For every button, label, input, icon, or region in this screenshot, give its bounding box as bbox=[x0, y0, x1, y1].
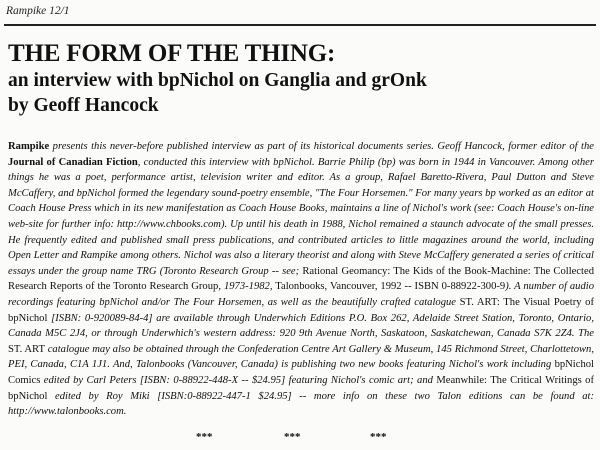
paragraph-segment: ST. ART bbox=[8, 343, 45, 355]
paragraph-segment: ST. ART: The Visual Poetry of bpNichol bbox=[8, 296, 594, 324]
article-title: THE FORM OF THE THING: bbox=[8, 40, 336, 67]
paragraph-segment: , conducted this interview with bpNichol. Barrie Philip (bp) was born in 1944 in Vancouver. Among other things he was a poet, performance artist, television writer and editor. As a group, Rafael Baretto-Rivera, Paul Dutton and Steve McCaffery, and bpNichol formed the legendary sound-poetry ensemble, "The Four Horsemen." For many years bp worked as an editor at Coach House Press which in its new manifestation as Coach House Books, maintains a line of Nichol's work (see: Coach House's on-line web-site for further info: http://www.chbooks.com). Up until his death in 1988, Nichol remained a staunch advocate of the small presses. He frequently edited and published small press publications, and contributed articles to little magazines around the world, including Open Letter and Rampike among others. Nichol was also a literary theorist and along with Steve McCaffery generated a series of critical essays under the group name TRG (Toronto Research Group -- see; bbox=[8, 156, 594, 277]
intro-paragraph bbox=[8, 139, 594, 420]
paragraph-segment: Talonbooks, Vancouver, 1992 -- ISBN 0-88922-300-9 bbox=[272, 281, 506, 293]
paragraph-segment: presents this never-before published interview as part of its historical documents series. Geoff Hancock, former editor of the bbox=[49, 141, 594, 152]
running-head: Rampike 12/1 bbox=[6, 5, 70, 17]
paragraph-segment: Meanwhile: The Critical Writings of bpNichol bbox=[8, 374, 595, 402]
paragraph-segment: 1973-1982, bbox=[223, 281, 273, 293]
paragraph-segment: bpNichol Comics bbox=[8, 359, 594, 386]
section-break-mark: *** bbox=[196, 431, 213, 443]
paragraph-segment: Rampike bbox=[8, 141, 50, 152]
paragraph-segment: Journal of Canadian Fiction bbox=[8, 156, 138, 168]
article-subtitle: an interview with bpNichol on Ganglia and grOnk bbox=[8, 70, 427, 91]
paragraph-segment: edited by Roy Miki [ISBN:0-88922-447-1 $24.95] -- more info on these two Talon editions can be found at: http://www.talonbooks.com. bbox=[8, 390, 594, 418]
paragraph-segment: edited by Carl Peters [ISBN: 0-88922-448-X -- $24.95] featuring Nichol's comic art; and bbox=[40, 374, 437, 386]
section-break-mark: *** bbox=[370, 431, 387, 443]
article-byline: by Geoff Hancock bbox=[8, 95, 159, 116]
paragraph-segment: ). A number of audio recordings featuring bpNichol and/or The Four Horsemen, as well as the beautifully crafted catalogue bbox=[8, 281, 595, 308]
paragraph-segment: Rational Geomancy: The Kids of the Book-Machine: The Collected Research Reports of the Toronto Research Group, bbox=[8, 265, 594, 293]
paragraph-segment: [ISBN: 0-920089-84-4] are available through Underwhich Editions P.O. Box 262, Adelaide Street Station, Toronto, Ontario, Canada M5C 2J4, or through Underwhich's western address: 920 9th Avenue North, Saskatoon, Saskatchewan, Canada S7K 2Z4. The bbox=[8, 312, 594, 340]
paragraph-segment: catalogue may also be obtained through the Confederation Centre Art Gallery & Museum, 145 Richmond Street, Charlottetown, PEI, Canada, C1A 1J1. And, Talonbooks (Vancouver, Canada) is publishing two new books featuring Nichol's work including bbox=[8, 343, 594, 371]
header-rule bbox=[4, 24, 596, 26]
section-break-mark: *** bbox=[284, 431, 301, 443]
